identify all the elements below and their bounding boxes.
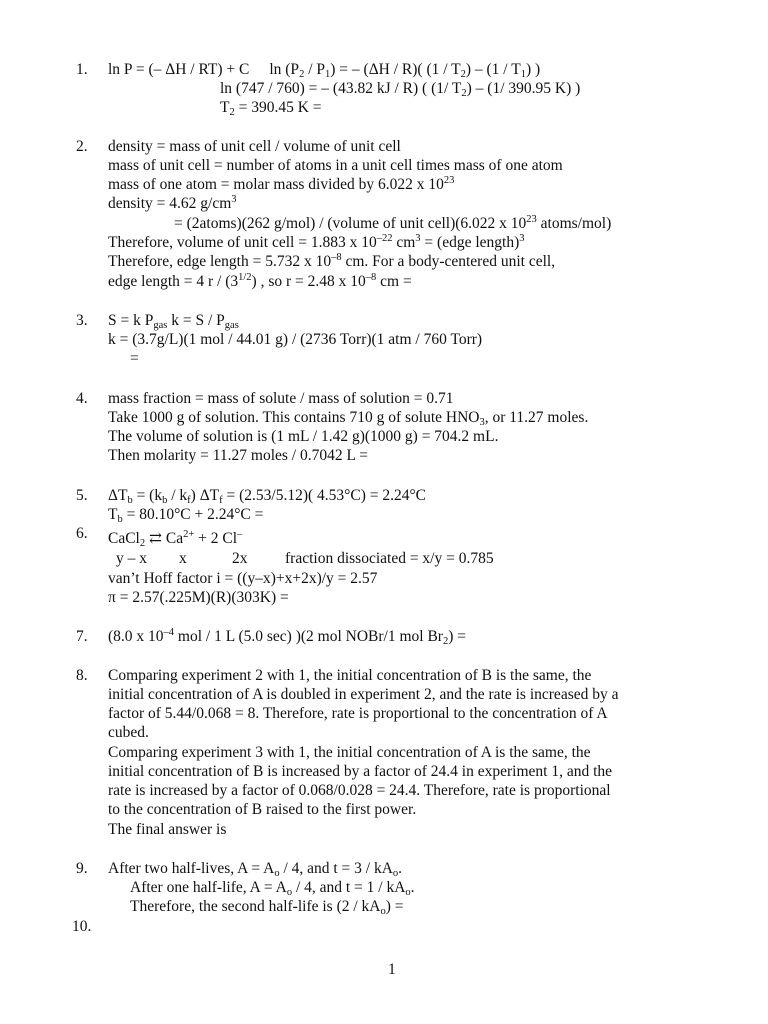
text-line: density = mass of unit cell / volume of unit cell bbox=[108, 138, 401, 155]
text-line: Then molarity = 11.27 moles / 0.7042 L = bbox=[108, 447, 368, 464]
text-line: initial concentration of A is doubled in experiment 2, and the rate is increased by a bbox=[108, 686, 619, 703]
question-number: 1. bbox=[76, 61, 88, 78]
equation-line: ln P = (– ΔH / RT) + C $\ln (P_2 / P_1)$ = – (ΔH / R)( $(1 / T_2) - (1 / T_1)$ ) bbox=[108, 61, 541, 80]
text-line: Comparing experiment 2 with 1, the initial concentration of B is the same, the bbox=[108, 667, 592, 684]
text-line: Therefore, volume of unit cell = 1.883 x $10^{-22}$ $cm^3$ = (edge length)$^3$ bbox=[108, 233, 525, 251]
question-number: 8. bbox=[76, 667, 88, 684]
equation-line: (8.0 x $10^{-4}$ mol / 1 L (5.0 sec) )(2 mol NOBr/1 mol $Br_2$) = bbox=[108, 627, 466, 647]
answer-line: Therefore, the second half-life is $(2 / kA_o)$ = bbox=[130, 898, 404, 917]
equation-line: S = k $P_{gas}$ $k = S / P_{gas}$ bbox=[108, 312, 239, 331]
ice-row: 2x bbox=[232, 550, 248, 567]
question-number: 4. bbox=[76, 390, 88, 407]
text-line: van’t Hoff factor i = ((y–x)+x+2x)/y = 2.57 bbox=[108, 570, 378, 587]
text-line: density = 4.62 $g/cm^3$ bbox=[108, 194, 237, 212]
answer-line: π = 2.57(.225M)(R)(303K) = bbox=[108, 589, 289, 606]
page-number: 1 bbox=[388, 961, 396, 978]
answer-line: The final answer is bbox=[108, 821, 227, 838]
text-line: mass of unit cell = number of atoms in a unit cell times mass of one atom bbox=[108, 157, 563, 174]
ice-row: fraction dissociated = x/y = 0.785 bbox=[285, 550, 494, 567]
text-line: cubed. bbox=[108, 724, 149, 741]
equation-line: $\Delta T_b = (k_b / k_f) \Delta T_f = (2.53/5.12)$( 4.53°C) = 2.24°C bbox=[108, 487, 427, 506]
question-number: 10. bbox=[72, 918, 92, 935]
text-line: The volume of solution is (1 mL / 1.42 g)(1000 g) = 704.2 mL. bbox=[108, 428, 499, 445]
question-number: 5. bbox=[76, 487, 88, 504]
text-line: initial concentration of B is increased by a factor of 24.4 in experiment 1, and the bbox=[108, 763, 613, 780]
text-line: mass fraction = mass of solute / mass of solution = 0.71 bbox=[108, 390, 454, 407]
question-number: 6. bbox=[76, 525, 88, 542]
text-line: mass of one atom = molar mass divided by 6.022 x $10^{23}$ bbox=[108, 175, 455, 193]
equation-line: ln (747 / 760) = – (43.82 kJ / R) ( (1/ $T_2) - (1/$ 390.95 K) ) bbox=[220, 80, 581, 99]
question-number: 7. bbox=[76, 628, 88, 645]
text-line: Therefore, edge length = 5.732 x $10^{-8}$ cm. For a body-centered unit cell, bbox=[108, 252, 556, 270]
equation-line: k = (3.7g/L)(1 mol / 44.01 g) / (2736 Torr)(1 atm / 760 Torr) bbox=[108, 331, 483, 348]
text-line: Comparing experiment 3 with 1, the initial concentration of A is the same, the bbox=[108, 744, 591, 761]
text-line: edge length = 4 r / $(3^{1/2})$ , so r = 2.48 x $10^{-8}$ cm = bbox=[108, 272, 412, 290]
answer-line: $T_2 = 390.45$ K = bbox=[220, 99, 322, 118]
answer-line: = bbox=[130, 350, 139, 367]
question-number: 9. bbox=[76, 860, 88, 877]
question-number: 2. bbox=[76, 138, 88, 155]
text-line: rate is increased by a factor of 0.068/0.028 = 24.4. Therefore, rate is proportional bbox=[108, 782, 611, 799]
text-line: = (2atoms)(262 g/mol) / (volume of unit cell)(6.022 x $10^{23}$ atoms/mol) bbox=[174, 214, 612, 232]
text-line: After two half-lives, $A = A_o / 4$, and $t = 3 / kA_o$. bbox=[108, 860, 403, 879]
ice-row: x bbox=[179, 550, 187, 567]
ice-row: y – x bbox=[116, 550, 147, 567]
text-line: to the concentration of B raised to the first power. bbox=[108, 801, 417, 818]
answer-line: $T_b = 80.10^\circ C + 2.24^\circ C$ = bbox=[108, 506, 264, 525]
question-number: 3. bbox=[76, 312, 88, 329]
text-line: After one half-life, $A = A_o / 4$, and $t = 1 / kA_o$. bbox=[130, 879, 415, 898]
text-line: factor of 5.44/0.068 = 8. Therefore, rate is proportional to the concentration of A bbox=[108, 705, 608, 722]
text-line: Take 1000 g of solution. This contains 710 g of solute $HNO_3$, or 11.27 moles. bbox=[108, 409, 589, 428]
reaction-line: CaCl$_2$ ⇄ $Ca^{2+} + 2$ Cl– bbox=[108, 529, 243, 549]
